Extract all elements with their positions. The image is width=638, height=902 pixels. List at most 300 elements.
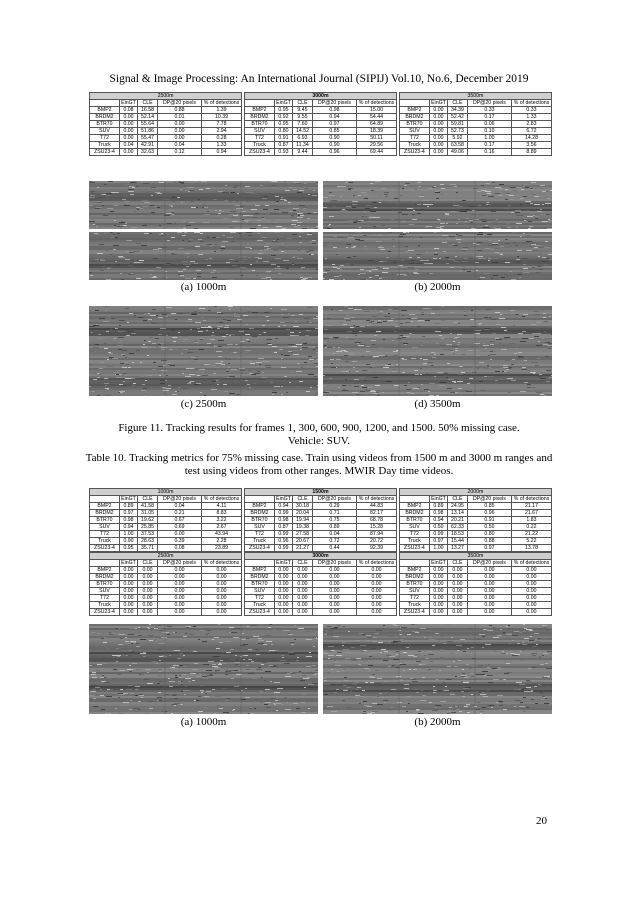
frame-noise-speck <box>120 392 123 393</box>
metric-cell: 13.27 <box>447 545 467 552</box>
column-header: CLE <box>447 496 467 503</box>
frame-noise-speck <box>426 226 432 227</box>
frame-noise-speck <box>186 266 189 267</box>
frame-noise-speck <box>440 649 444 650</box>
frame-noise-speck <box>329 195 334 196</box>
frame-noise-speck <box>99 654 105 655</box>
frame-noise-speck <box>346 247 348 248</box>
frame-noise-speck <box>493 637 499 638</box>
frame-scanline <box>323 376 552 378</box>
frame-noise-speck <box>536 651 540 652</box>
frame-noise-speck <box>392 239 395 240</box>
metric-cell: 0.00 <box>356 574 396 581</box>
frame-noise-speck <box>501 653 506 654</box>
frame-noise-speck <box>473 188 478 189</box>
frame-noise-speck <box>157 193 162 194</box>
frame-noise-speck <box>524 691 529 692</box>
frame-noise-speck <box>149 640 153 641</box>
frame-noise-speck <box>385 357 388 358</box>
metric-cell: 0.00 <box>467 567 511 574</box>
frame-noise-speck <box>134 262 140 263</box>
frame-noise-speck <box>517 274 522 275</box>
frame-noise-speck <box>285 709 291 710</box>
frame-noise-speck <box>366 635 371 636</box>
frame-noise-speck <box>515 212 520 213</box>
metrics-table <box>399 552 552 616</box>
frame-noise-speck <box>143 388 147 389</box>
frame-noise-speck <box>273 222 278 223</box>
frame-noise-speck <box>505 243 510 244</box>
frame-noise-speck <box>331 309 333 310</box>
frame-noise-speck <box>135 689 138 690</box>
frame-noise-speck <box>265 365 271 366</box>
table-row <box>244 142 396 149</box>
frame-noise-speck <box>210 246 213 247</box>
frame-noise-speck <box>389 678 393 679</box>
frame-noise-speck <box>499 198 505 199</box>
frame-noise-speck <box>309 233 312 234</box>
frame-noise-speck <box>281 243 284 244</box>
metric-cell: 43.94 <box>202 531 242 538</box>
frame-noise-speck <box>129 252 134 253</box>
frame-noise-speck <box>133 375 139 376</box>
frame-noise-speck <box>514 631 519 632</box>
frame-noise-speck <box>473 243 476 244</box>
frame-noise-speck <box>482 692 484 693</box>
frame-noise-speck <box>505 189 508 190</box>
metric-cell: 0.80 <box>274 128 292 135</box>
frame-noise-speck <box>96 226 98 227</box>
metric-cell: 0.08 <box>158 545 202 552</box>
frame-noise-speck <box>250 228 256 229</box>
frame-noise-speck <box>210 346 214 347</box>
frame-noise-speck <box>324 694 328 695</box>
frame-noise-speck <box>406 389 411 390</box>
frame-noise-speck <box>136 208 138 209</box>
frame-noise-speck <box>316 393 318 394</box>
frame-noise-speck <box>529 226 533 227</box>
frame-noise-speck <box>366 270 372 271</box>
frame-scanline <box>323 652 552 654</box>
ir-frame-image <box>323 181 552 229</box>
frame-noise-speck <box>459 206 463 207</box>
metric-cell: 0.89 <box>120 503 138 510</box>
frame-noise-speck <box>156 267 161 268</box>
frame-noise-speck <box>152 256 157 257</box>
frame-noise-speck <box>215 670 220 671</box>
frame-noise-speck <box>457 334 462 335</box>
frame-noise-speck <box>198 684 202 685</box>
frame-noise-speck <box>263 261 269 262</box>
frame-noise-speck <box>524 628 527 629</box>
frame-noise-speck <box>452 334 455 335</box>
frame-noise-speck <box>103 663 107 664</box>
frame-noise-speck <box>170 365 175 366</box>
frame-noise-speck <box>495 228 501 229</box>
table-row <box>90 114 242 121</box>
metric-cell: 0.69 <box>158 524 202 531</box>
frame-noise-speck <box>441 188 445 189</box>
frame-noise-speck <box>113 669 117 670</box>
ir-frame-image <box>89 232 318 280</box>
frame-noise-speck <box>531 194 536 195</box>
frame-noise-speck <box>247 384 250 385</box>
frame-noise-speck <box>219 708 223 709</box>
frame-noise-speck <box>348 189 351 190</box>
frame-noise-speck <box>432 187 435 188</box>
frame-noise-speck <box>107 316 110 317</box>
frame-noise-speck <box>288 633 290 634</box>
frame-noise-speck <box>182 240 184 241</box>
frame-noise-speck <box>240 208 243 209</box>
frame-noise-speck <box>258 225 261 226</box>
frame-noise-speck <box>416 661 421 662</box>
frame-noise-speck <box>418 320 424 321</box>
frame-noise-speck <box>403 670 405 671</box>
frame-noise-speck <box>214 345 217 346</box>
frame-noise-speck <box>481 185 484 186</box>
frame-scanline <box>323 660 552 662</box>
frame-noise-speck <box>90 182 95 183</box>
metric-cell: 0.00 <box>447 588 467 595</box>
frame-noise-speck <box>466 218 469 219</box>
frame-noise-speck <box>181 353 183 354</box>
frame-noise-speck <box>104 383 109 384</box>
frame-noise-speck <box>273 240 275 241</box>
metric-cell: 11.34 <box>292 142 312 149</box>
metric-cell: 55.64 <box>138 121 158 128</box>
frame-noise-speck <box>246 669 250 670</box>
frame-scanline <box>323 354 552 356</box>
frame-noise-speck <box>281 367 286 368</box>
frame-noise-speck <box>407 208 413 209</box>
frame-noise-speck <box>431 365 433 366</box>
frame-noise-speck <box>538 256 540 257</box>
frame-noise-speck <box>499 702 502 703</box>
frame-noise-speck <box>101 638 104 639</box>
frame-noise-speck <box>97 338 102 339</box>
frame-noise-speck <box>408 250 414 251</box>
frame-scanline <box>323 234 552 236</box>
frame-noise-speck <box>381 649 386 650</box>
frame-scanline <box>89 201 318 203</box>
frame-noise-speck <box>429 639 435 640</box>
frame-noise-speck <box>188 681 191 682</box>
frame-scanline <box>89 662 318 664</box>
frame-noise-speck <box>204 363 209 364</box>
frame-noise-speck <box>465 372 468 373</box>
frame-noise-speck <box>256 362 262 363</box>
frame-noise-speck <box>267 343 271 344</box>
frame-noise-speck <box>104 682 110 683</box>
frame-noise-speck <box>332 206 336 207</box>
frame-noise-speck <box>206 670 212 671</box>
frame-noise-speck <box>125 378 131 379</box>
frame-scanline <box>89 306 318 308</box>
frame-scanline <box>323 380 552 382</box>
frame-noise-speck <box>380 652 382 653</box>
page-number: 20 <box>536 815 547 827</box>
frame-noise-speck <box>403 336 409 337</box>
frame-noise-speck <box>510 271 512 272</box>
metric-cell: 0.00 <box>429 609 447 616</box>
frame-scanline <box>89 246 318 248</box>
frame-noise-speck <box>492 693 496 694</box>
header-blank-cell <box>90 560 120 567</box>
frame-noise-speck <box>523 631 525 632</box>
frame-noise-speck <box>465 221 467 222</box>
frame-noise-speck <box>526 203 529 204</box>
frame-noise-speck <box>440 354 444 355</box>
frame-noise-speck <box>518 356 523 357</box>
frame-noise-speck <box>270 681 272 682</box>
frame-noise-speck <box>266 243 271 244</box>
frame-noise-speck <box>203 320 206 321</box>
frame-scanline <box>323 374 552 376</box>
frame-noise-speck <box>204 364 209 365</box>
frame-noise-speck <box>364 705 369 706</box>
frame-noise-speck <box>245 186 250 187</box>
frame-noise-speck <box>180 187 182 188</box>
frame-noise-speck <box>408 703 410 704</box>
frame-noise-speck <box>235 261 239 262</box>
frame-noise-speck <box>389 656 395 657</box>
frame-scanline <box>323 662 552 664</box>
table-row <box>399 581 551 588</box>
frame-noise-speck <box>488 664 490 665</box>
frame-noise-speck <box>522 316 525 317</box>
frame-noise-speck <box>353 222 357 223</box>
table-row <box>90 517 242 524</box>
frame-noise-speck <box>400 342 402 343</box>
frame-noise-speck <box>222 241 228 242</box>
frame-noise-speck <box>336 682 340 683</box>
frame-scanline <box>323 358 552 360</box>
frame-noise-speck <box>344 318 350 319</box>
frame-noise-speck <box>490 344 494 345</box>
range-header: 3500m <box>399 93 551 100</box>
frame-noise-speck <box>492 243 498 244</box>
frame-noise-speck <box>162 655 165 656</box>
frame-noise-speck <box>461 676 466 677</box>
metric-cell: 30.18 <box>292 503 312 510</box>
frame-noise-speck <box>310 235 315 236</box>
frame-noise-speck <box>409 314 415 315</box>
frame-noise-speck <box>297 258 303 259</box>
frame-noise-speck <box>138 314 144 315</box>
frame-noise-speck <box>399 247 405 248</box>
frame-noise-speck <box>429 661 433 662</box>
frame-noise-speck <box>262 238 264 239</box>
frame-noise-speck <box>503 208 509 209</box>
frame-noise-speck <box>107 389 109 390</box>
frame-noise-speck <box>424 655 427 656</box>
frame-noise-speck <box>304 318 310 319</box>
frame-noise-speck <box>274 351 280 352</box>
table-row <box>399 574 551 581</box>
table-row <box>90 142 242 149</box>
frame-noise-speck <box>476 270 478 271</box>
frame-noise-speck <box>142 678 144 679</box>
frame-noise-speck <box>189 368 194 369</box>
frame-noise-speck <box>423 359 428 360</box>
frame-noise-speck <box>102 266 105 267</box>
frame-noise-speck <box>192 669 198 670</box>
metric-cell: 0.88 <box>158 107 202 114</box>
metric-cell: 0.87 <box>274 524 292 531</box>
frame-noise-speck <box>363 194 369 195</box>
frame-noise-speck <box>527 681 531 682</box>
table-row <box>244 149 396 156</box>
frame-noise-speck <box>199 189 203 190</box>
frame-noise-speck <box>376 392 379 393</box>
frame-noise-speck <box>121 354 125 355</box>
frame-noise-speck <box>462 390 468 391</box>
frame-scanline <box>323 278 552 280</box>
frame-noise-speck <box>260 702 263 703</box>
frame-scanline <box>323 260 552 262</box>
frame-noise-speck <box>90 312 94 313</box>
frame-noise-speck <box>218 624 221 625</box>
frame-noise-speck <box>152 323 157 324</box>
frame-noise-speck <box>492 244 498 245</box>
frame-scanline <box>89 318 318 320</box>
frame-noise-speck <box>352 392 358 393</box>
frame-noise-speck <box>479 256 483 257</box>
frame-noise-speck <box>461 681 463 682</box>
frame-noise-speck <box>180 704 183 705</box>
frame-noise-speck <box>332 221 337 222</box>
frame-scanline <box>323 205 552 207</box>
frame-noise-speck <box>306 377 311 378</box>
frame-scanline <box>89 708 318 710</box>
vehicle-name-cell: T72 <box>399 135 429 142</box>
frame-noise-speck <box>384 681 389 682</box>
frame-noise-speck <box>101 681 106 682</box>
frame-noise-speck <box>145 669 151 670</box>
metric-cell: 0.00 <box>429 135 447 142</box>
frame-noise-speck <box>483 252 489 253</box>
frame-noise-speck <box>123 264 128 265</box>
frame-noise-speck <box>366 234 372 235</box>
frame-noise-speck <box>112 633 115 634</box>
frame-noise-speck <box>421 690 423 691</box>
frame-noise-speck <box>258 233 260 234</box>
frame-noise-speck <box>353 246 356 247</box>
frame-noise-speck <box>484 317 488 318</box>
frame-noise-speck <box>103 215 108 216</box>
metric-cell: 0.98 <box>274 517 292 524</box>
frame-noise-speck <box>251 323 253 324</box>
metric-cell: 0.91 <box>467 517 511 524</box>
frame-noise-speck <box>265 205 269 206</box>
frame-noise-speck <box>248 370 252 371</box>
frame-noise-speck <box>346 337 348 338</box>
frame-noise-speck <box>125 637 127 638</box>
column-header: % of detections <box>356 560 396 567</box>
frame-noise-speck <box>422 677 425 678</box>
frame-noise-speck <box>198 239 202 240</box>
frame-noise-speck <box>161 235 165 236</box>
frame-noise-speck <box>136 350 140 351</box>
table-row <box>399 531 551 538</box>
frame-noise-speck <box>435 191 438 192</box>
frame-noise-speck <box>312 240 316 241</box>
frame-noise-speck <box>99 711 103 712</box>
frame-noise-speck <box>549 704 551 705</box>
frame-noise-speck <box>191 376 197 377</box>
metric-cell: 0.50 <box>429 524 447 531</box>
frame-noise-speck <box>266 212 272 213</box>
frame-noise-speck <box>151 187 156 188</box>
frame-noise-speck <box>327 325 333 326</box>
frame-noise-speck <box>153 254 157 255</box>
frame-noise-speck <box>211 389 217 390</box>
frame-noise-speck <box>174 703 180 704</box>
frame-noise-speck <box>441 194 443 195</box>
frame-noise-speck <box>540 378 546 379</box>
frame-noise-speck <box>327 318 330 319</box>
frame-noise-speck <box>195 336 197 337</box>
frame-noise-speck <box>120 363 124 364</box>
frame-noise-speck <box>148 635 153 636</box>
frame-noise-speck <box>357 343 359 344</box>
frame-noise-speck <box>162 314 167 315</box>
frame-noise-speck <box>244 332 247 333</box>
frame-noise-speck <box>125 362 128 363</box>
frame-noise-speck <box>215 382 221 383</box>
frame-noise-speck <box>288 338 294 339</box>
frame-noise-speck <box>124 205 130 206</box>
frame-noise-speck <box>152 309 156 310</box>
frame-noise-speck <box>229 376 235 377</box>
frame-noise-speck <box>250 713 254 714</box>
frame-noise-speck <box>258 640 264 641</box>
table-row <box>399 142 551 149</box>
frame-noise-speck <box>234 313 236 314</box>
frame-noise-speck <box>237 193 239 194</box>
frame-noise-speck <box>459 211 461 212</box>
frame-noise-speck <box>486 309 491 310</box>
vehicle-name-cell: T72 <box>90 531 120 538</box>
frame-noise-speck <box>89 272 92 273</box>
frame-noise-speck <box>450 392 455 393</box>
frame-noise-speck <box>392 371 397 372</box>
frame-noise-speck <box>403 343 408 344</box>
frame-noise-speck <box>186 225 191 226</box>
frame-noise-speck <box>142 200 148 201</box>
vehicle-name-cell: ZSU23-4 <box>244 545 274 552</box>
frame-noise-speck <box>129 628 135 629</box>
frame-scanline <box>89 213 318 215</box>
frame-noise-speck <box>544 341 550 342</box>
frame-scanline <box>323 225 552 227</box>
table-group <box>89 552 242 616</box>
metric-cell: 13.14 <box>447 510 467 517</box>
frame-noise-speck <box>532 267 535 268</box>
frame-noise-speck <box>197 375 200 376</box>
frame-scanline <box>323 350 552 352</box>
frame-noise-speck <box>494 651 497 652</box>
frame-noise-speck <box>453 245 458 246</box>
column-header: DP@20 pixels <box>158 496 202 503</box>
frame-noise-speck <box>262 198 267 199</box>
frame-noise-speck <box>406 647 409 648</box>
frame-noise-speck <box>531 690 533 691</box>
frame-noise-speck <box>334 692 337 693</box>
frame-noise-speck <box>287 238 292 239</box>
frame-noise-speck <box>368 670 371 671</box>
